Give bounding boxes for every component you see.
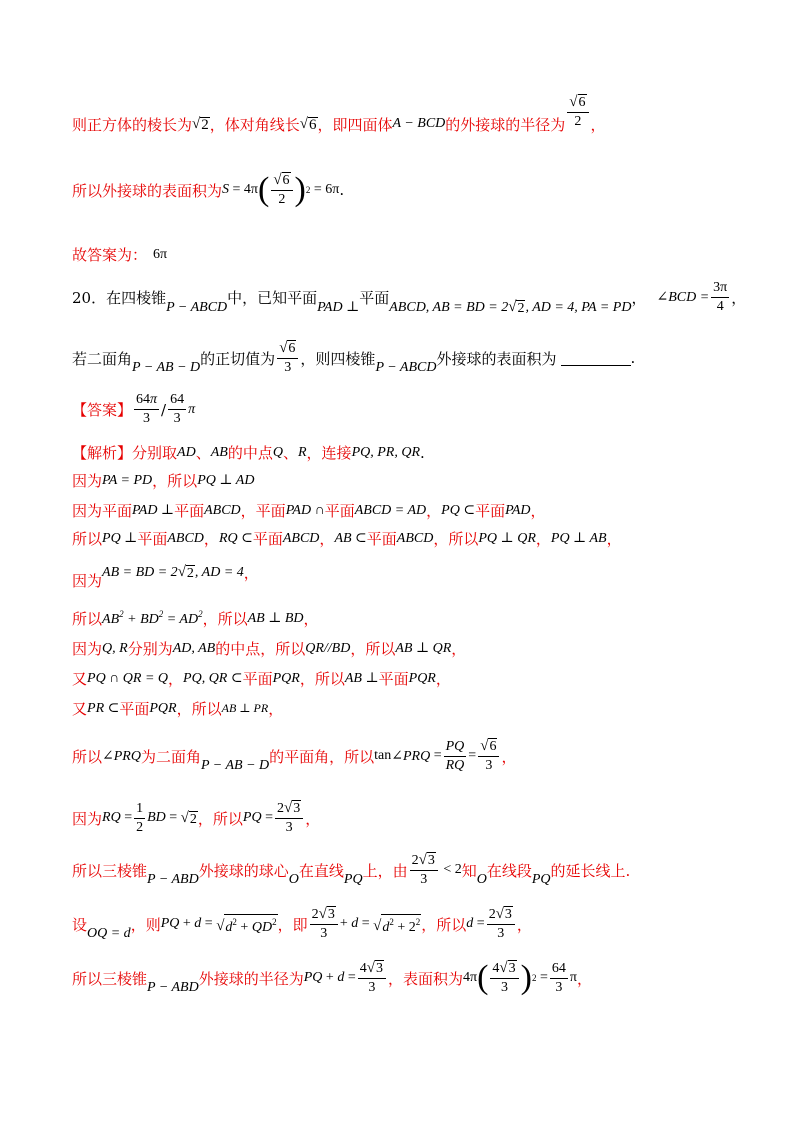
text: 所以三棱锥 [72, 969, 148, 988]
math: P − ABCD [166, 299, 228, 315]
text: 平面 [378, 670, 409, 688]
text: 因为 [72, 472, 103, 490]
math: PAD ⊥ [317, 300, 360, 315]
text: 因为 [72, 572, 103, 590]
text: 因为平面 [72, 502, 133, 520]
math: PAD [505, 502, 531, 518]
math: PQ ⊥ [102, 531, 138, 546]
text: ，所以 [176, 700, 222, 718]
text: ， [268, 700, 284, 718]
text: 上，由 [362, 861, 408, 880]
text: ，所以 [421, 915, 467, 934]
math: P − AB − D [200, 758, 270, 773]
math: P − ABCD [375, 360, 437, 375]
text: . [339, 181, 345, 199]
sqrt-2: √ 2 [192, 115, 209, 133]
text: ， [576, 969, 592, 988]
formula: PQ + d = 4 √ 3 3 [304, 960, 388, 996]
math: ABCD [167, 530, 204, 546]
solution-step-4 [72, 562, 259, 590]
text: 分别为 [127, 640, 173, 658]
text: ，平面 [240, 502, 286, 520]
question-20-part2 [72, 340, 635, 376]
math: AB = BD = 2 √ 2 , AD = 4 [102, 564, 244, 581]
text: ， [319, 530, 335, 548]
math: ABCD [282, 530, 320, 546]
text: ， [426, 502, 442, 520]
math: PQR [272, 670, 300, 686]
text: 平面 [324, 502, 355, 520]
math: PQ [343, 872, 363, 887]
math: AD, AB [172, 640, 216, 656]
text: 平面 [137, 530, 168, 548]
text: ，所以 [299, 670, 345, 688]
text: ，所以 [197, 809, 243, 828]
text: ， [243, 564, 259, 582]
math: PR ⊂ [87, 701, 120, 716]
math: PAD ∩ [285, 502, 325, 518]
text: 又 [72, 670, 88, 688]
text: 外接球的球心 [198, 861, 289, 880]
text: ，连接 [306, 444, 352, 462]
question-20: 20．在四棱锥 P − ABCD 中，已知平面 PAD ⊥ 平面 ABCD, AB = BD = 2 √ 2 , AD = 4, PA = PD ， ∠BCD = $\frac{3\pi}{4}$ ， [72, 280, 747, 316]
text: 因为 [72, 809, 103, 828]
math: ABCD = AD [354, 502, 427, 518]
math: PQ ⊂ [441, 503, 476, 518]
text: ，表面积为 [387, 969, 463, 988]
text: ，即 [277, 915, 308, 934]
solution-step-10 [72, 800, 320, 836]
solution-step-9 [72, 738, 516, 774]
math: P − AB − D [132, 360, 201, 375]
text: 平面 [174, 502, 205, 520]
text: ， [168, 670, 184, 688]
solution-step-3 [72, 528, 622, 549]
solution-step-11 [72, 852, 630, 888]
fraction: √ 6 3 [277, 340, 298, 376]
math: AD [177, 444, 196, 460]
text: 20．在四棱锥 [72, 289, 167, 307]
math: PQ ⊥ AB [550, 531, 607, 546]
math: PQ ∩ QR = Q [87, 670, 169, 686]
answer-line [72, 392, 195, 427]
line-3 [72, 244, 167, 265]
math: PQ ⊥ AD [197, 473, 255, 488]
text: 又 [72, 700, 88, 718]
text: 的延长线上. [550, 861, 631, 880]
math: PQR [408, 670, 436, 686]
text: ， [535, 530, 551, 548]
math: ABCD [396, 530, 434, 546]
formula: d = 2 √ 3 3 [466, 906, 517, 942]
text: 平面 [475, 502, 506, 520]
formula-surface-area: S = 4π ( √ 6 2 ) 2 = 6π [222, 171, 340, 208]
text: ， [501, 747, 517, 766]
text: 所以外接球的表面积为 [72, 181, 223, 200]
math: PQ, PR, QR [351, 444, 420, 460]
solution-step-13 [72, 960, 592, 996]
text: 平面 [359, 289, 390, 307]
text: ， [203, 530, 219, 548]
solution-step-5 [72, 608, 319, 629]
math: PQ [531, 872, 551, 887]
text: ，所以 [202, 610, 248, 628]
solution-step-1 [72, 470, 254, 491]
text: ，所以 [152, 472, 198, 490]
formula: RQ = $\frac{1}{2}$ BD = √ 2 [102, 800, 197, 835]
math: ∠BCD = [656, 290, 710, 305]
math: AB ⊂ [334, 531, 367, 546]
solution-step-2 [72, 500, 546, 521]
text: 在直线 [298, 861, 344, 880]
text: . [420, 443, 425, 462]
text: 若二面角 [72, 349, 133, 368]
text: 的中点 [227, 444, 273, 462]
text: ， [530, 502, 546, 520]
text: 所以三棱锥 [72, 861, 148, 880]
text: ， [451, 640, 467, 658]
text: ，则 [130, 915, 161, 934]
math: R [297, 444, 307, 460]
text: 分别取 [132, 444, 178, 462]
text: 在线段 [486, 861, 532, 880]
text: ， [435, 670, 451, 688]
text: 所以 [72, 530, 103, 548]
text: 的中点，所以 [215, 640, 306, 658]
text: 、 [195, 444, 211, 462]
math: Q [272, 444, 283, 460]
text: 、 [282, 444, 298, 462]
text: 的平面角，所以 [269, 747, 375, 766]
fraction: $\frac{64}{3}$ [170, 392, 185, 426]
text: ， [590, 115, 606, 134]
formula: 2 √ 3 3 + d = √ $d^2 + 2^2$ [311, 906, 421, 941]
solution-step-8 [72, 698, 283, 719]
math: ABCD, AB = BD = 2 √ 2 , AD = 4, PA = PD [389, 299, 632, 316]
text: 中，已知平面 [227, 289, 318, 307]
solution-tag: 【解析】 [72, 444, 133, 462]
sqrt-6: √ 6 [299, 115, 317, 133]
text: 平面 [366, 530, 397, 548]
math: AB ⊥ QR [395, 641, 452, 656]
math: ABCD [204, 502, 241, 518]
text: 外接球的表面积为 [436, 349, 557, 368]
math: ∠PRQ [102, 748, 141, 764]
math: PA = PD [102, 472, 153, 488]
text: 为二面角 [140, 747, 201, 766]
math: π [188, 401, 196, 417]
text: 所以 [72, 747, 103, 766]
math: PQR [149, 700, 177, 716]
text: ， [631, 289, 647, 307]
formula: PQ + d = √ $d^2 + QD^2$ [161, 914, 278, 935]
fraction: $\frac{3\pi}{4}$ [713, 280, 728, 314]
text: ， [305, 809, 321, 828]
math: A − BCD [392, 116, 446, 131]
text: 平面 [119, 700, 150, 718]
math: O [288, 872, 299, 887]
formula-tangent: tan ∠PRQ = $\frac{PQ}{RQ}$ = √ 6 3 [374, 738, 501, 774]
math: Q, R [102, 640, 128, 656]
text: 因为 [72, 640, 103, 658]
answer-tag: 【答案】 [72, 401, 133, 419]
math: OQ = d [87, 926, 131, 941]
fraction: √ 6 2 [567, 94, 588, 130]
math: O [476, 872, 487, 887]
math: PAD ⊥ [132, 503, 175, 518]
text: ，则四棱锥 [300, 349, 376, 368]
text: 平面 [242, 670, 273, 688]
math: QR//BD [305, 640, 351, 656]
math: RQ ⊂ [218, 531, 253, 546]
line-2 [72, 172, 344, 208]
text: ，体对角线长 [209, 115, 300, 134]
text: . [630, 349, 636, 367]
text: ，所以 [433, 530, 479, 548]
math: PQ ⊥ QR [478, 531, 536, 546]
math: P − ABD [147, 872, 199, 887]
text: 的正切值为 [200, 349, 276, 368]
line-1 [72, 94, 606, 142]
math: PQ, QR ⊂ [183, 671, 243, 686]
math: P − ABD [147, 980, 199, 995]
text: ，所以 [350, 640, 396, 658]
solution-step-12 [72, 906, 532, 942]
math: $AB^2 + BD^2 = AD^2$ [102, 609, 203, 627]
text: / [161, 400, 167, 419]
text: ， [606, 530, 622, 548]
formula: PQ = 2 √ 3 3 [243, 800, 305, 836]
text: 平面 [252, 530, 283, 548]
math: AB [210, 444, 228, 460]
solution-step-6 [72, 638, 466, 659]
text: 外接球的半径为 [198, 969, 304, 988]
math: AB ⊥ [344, 671, 379, 686]
solution-step-7 [72, 668, 451, 689]
text: 故答案为： [72, 246, 148, 264]
answer-blank [561, 351, 631, 366]
fraction: $\frac{64\pi}{3}$ [136, 392, 158, 426]
text: 设 [72, 915, 88, 934]
answer-value: 6π [153, 246, 168, 262]
formula-surface-area-final: 4π ( 4 √ 3 3 ) 2 = $\frac{64}{3}$ π [462, 959, 577, 996]
math: AB ⊥ PR [221, 701, 269, 715]
formula: 2 √ 3 3 < 2 [411, 852, 462, 887]
text: 知 [461, 861, 477, 880]
math: AB ⊥ BD [247, 611, 304, 626]
text: 所以 [72, 610, 103, 628]
text: ， [303, 610, 319, 628]
text: 的外接球的半径为 [445, 115, 566, 134]
text: ， [516, 915, 532, 934]
solution-line [72, 442, 425, 463]
text: 则正方体的棱长为 [72, 115, 193, 134]
text: ，即四面体 [317, 115, 393, 134]
